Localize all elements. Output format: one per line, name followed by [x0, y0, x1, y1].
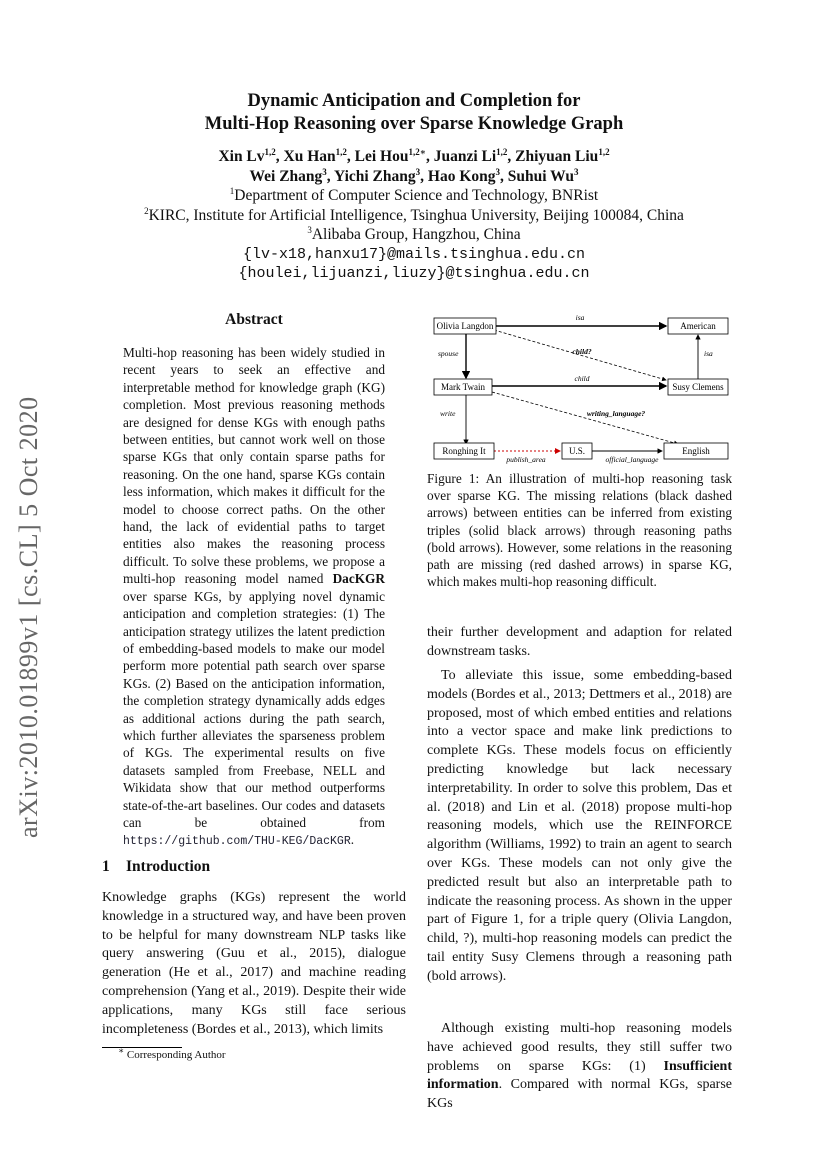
paper-title: [0, 90, 828, 136]
code-link[interactable]: https://github.com/THU-KEG/DacKGR: [123, 835, 351, 849]
abstract-body: Multi-hop reasoning has been widely studied in recent years to seek an effective and interpretable method for knowledge graph (KG) completion. Most previous reasoning methods are designed for dense KGs with enough paths between entities, but cannot work well on those sparse KGs that only contain sparse paths for reasoning. On the one hand, sparse KGs contain less information, which makes it difficult for the model to choose correct paths. On the other hand, the lack of evidential paths to target entities also makes the reasoning process difficult. To solve these problems, we propose a multi-hop reasoning model named DacKGR over sparse KGs, by applying novel dynamic anticipation and completion strategies: (1) The anticipation strategy utilizes the latent prediction of embedding-based models to make our model perform more potential path search over sparse KGs. (2) Based on the anticipation information, the completion strategy dynamically adds edges as additional actions during the path search, which further alleviates the sparseness problem of KGs. The experimental results on five datasets sampled from Freebase, NELL and Wikidata show that our method outperforms state-of-the-art baselines. Our codes and datasets can be obtained from https://github.com/THU-KEG/DacKGR.: [123, 345, 386, 849]
svg-text:Olivia Langdon: Olivia Langdon: [436, 321, 494, 331]
svg-text:English: English: [682, 446, 710, 456]
intro-paragraph: Knowledge graphs (KGs) represent the world knowledge in a structured way, and have been proven to be helpful for many downstream NLP tasks like query answering (Guu et al., 2015), dialogue generation (He et al., 2017) and machine reading comprehension (Yang et al., 2019). Despite their wide applications, many KGs still face serious incompleteness (Bordes et al., 2013), which limits: [102, 890, 406, 1037]
svg-text:Mark Twain: Mark Twain: [441, 382, 485, 392]
right-paragraph-1: To alleviate this issue, some embedding-based models (Bordes et al., 2013; Dettmers et al., 2018) are proposed, most of which embed entities and relations into a vector space and make link predictions to complete KGs. These models focus on efficiently predicting knowledge but lack necessary interpretability. In order to solve this problem, Das et al. (2018) and Lin et al. (2018) propose multi-hop reasoning models, which use the REINFORCE algorithm (Williams, 1992) to train an agent to search over KGs. These models can not only give the predicted result but also an interpretable path to indicate the reasoning process. As shown in the upper part of Figure 1, for a triple query (Olivia Langdon, child, ?), multi-hop reasoning models can predict the tail entity Susy Clemens through a reasoning path (bold arrows).: [427, 668, 732, 984]
email-1: {lv-x18,hanxu17}@mails.tsinghua.edu.cn: [242, 245, 586, 263]
edge-writing-language-query: [492, 392, 678, 444]
footnote-mark: ∗: [118, 1045, 125, 1056]
node-ronghing-it: [434, 443, 494, 459]
label-publish-area: publish_area: [506, 455, 546, 464]
svg-text:Susy Clemens: Susy Clemens: [672, 382, 724, 392]
node-american: [668, 318, 728, 334]
abstract-text-2: over sparse KGs, by applying novel dynamic anticipation and completion strategies: (1) The anticipation strategy utilizes the latent prediction of embedding-based models to make our model perform more potential path search over sparse KGs. (2) Based on the anticipation information, the completion strategy dynamically adds edges as additional actions during the path search, which further alleviates the sparseness problem of KGs. The experimental results on five datasets sampled from Freebase, NELL and Wikidata show that our method outperforms state-of-the-art baselines. Our codes and datasets can be obtained from: [123, 588, 385, 830]
section-title: Introduction: [126, 858, 211, 875]
abstract-heading: Abstract: [225, 311, 283, 328]
footnote-rule: [102, 1047, 182, 1048]
node-olivia-langdon: [434, 318, 496, 334]
affiliations: [0, 186, 828, 284]
arxiv-stamp: arXiv:2010.01899v1 [cs.CL] 5 Oct 2020: [14, 396, 43, 838]
authors-line-2: Wei Zhang$^3$, Yichi Zhang$^3$, Hao Kong$^3$, Suhui Wu$^3$: [249, 166, 579, 185]
right-paragraph-0: their further development and adaption for related downstream tasks.: [427, 625, 732, 659]
right-paragraph-2-text: Although existing multi-hop reasoning models have achieved good results, they still suffer two problems on sparse KGs: (1): [427, 1021, 732, 1074]
label-child: child: [574, 374, 590, 383]
right-paragraph-2: [427, 1020, 732, 1114]
node-susy-clemens: [668, 379, 728, 395]
author-list: [0, 147, 828, 187]
svg-text:U.S.: U.S.: [568, 446, 586, 456]
section-number: 1: [102, 858, 110, 875]
node-us: [562, 443, 592, 459]
svg-text:American: American: [680, 321, 716, 331]
figure-1-diagram: [430, 308, 735, 468]
node-english: [664, 443, 728, 459]
model-name: DacKGR: [332, 571, 386, 587]
label-write: write: [440, 409, 456, 418]
title-line-1: Dynamic Anticipation and Completion for: [247, 91, 581, 111]
label-isa-right: isa: [704, 349, 713, 358]
affiliation-2: $^2$KIRC, Institute for Artificial Intelligence, Tsinghua University, Beijing 100084, China: [144, 205, 684, 224]
footnote: [118, 1045, 226, 1061]
affiliation-1: $^1$Department of Computer Science and Technology, BNRist: [229, 185, 599, 204]
authors-line-1: Xin Lv$^{1,2}$, Xu Han$^{1,2}$, Lei Hou$^{1,2∗}$, Juanzi Li$^{1,2}$, Zhiyuan Liu$^{1,2}$: [218, 146, 610, 165]
title-line-2: Multi-Hop Reasoning over Sparse Knowledge Graph: [204, 114, 624, 134]
label-official-language: official_language: [605, 455, 659, 464]
figure-1-caption: Figure 1: An illustration of multi-hop reasoning task over sparse KG. The missing relations (black dashed arrows) between entities can be inferred from existing triples (solid black arrows) through reasoning paths (bold arrows). However, some relations in the reasoning path are missing (red dashed arrows) in sparse KG, which makes multi-hop reasoning difficult.: [427, 471, 732, 590]
affiliation-3: $^3$Alibaba Group, Hangzhou, China: [307, 224, 521, 243]
label-spouse: spouse: [438, 349, 459, 358]
email-2: {houlei,lijuanzi,liuzy}@tsinghua.edu.cn: [238, 265, 590, 282]
label-isa-top: isa: [575, 313, 585, 322]
node-mark-twain: [434, 379, 492, 395]
svg-text:Ronghing It: Ronghing It: [442, 446, 486, 456]
section-heading: [102, 858, 210, 876]
abstract-text: Multi-hop reasoning has been widely studied in recent years to seek an effective and interpretable method for knowledge graph (KG) completion. Most previous reasoning methods are designed for dense KGs with enough paths between entities, but cannot work well on those sparse KGs that only contain sparse paths for reasoning. On the one hand, sparse KGs contain less information, which makes it difficult for the model to choose correct paths. On the other hand, the lack of evidential paths to target entities also makes the reasoning process difficult. To solve these problems, we propose a multi-hop reasoning model named: [123, 345, 385, 587]
footnote-text: Corresponding Author: [126, 1049, 226, 1061]
label-writing-language-query: writing_language?: [586, 409, 646, 418]
right-paragraph-2-tail: . Compared with normal KGs, sparse KGs: [427, 1077, 732, 1112]
insufficient-information-term: Insufficient information: [427, 1058, 732, 1093]
label-child-query: child?: [572, 347, 592, 356]
